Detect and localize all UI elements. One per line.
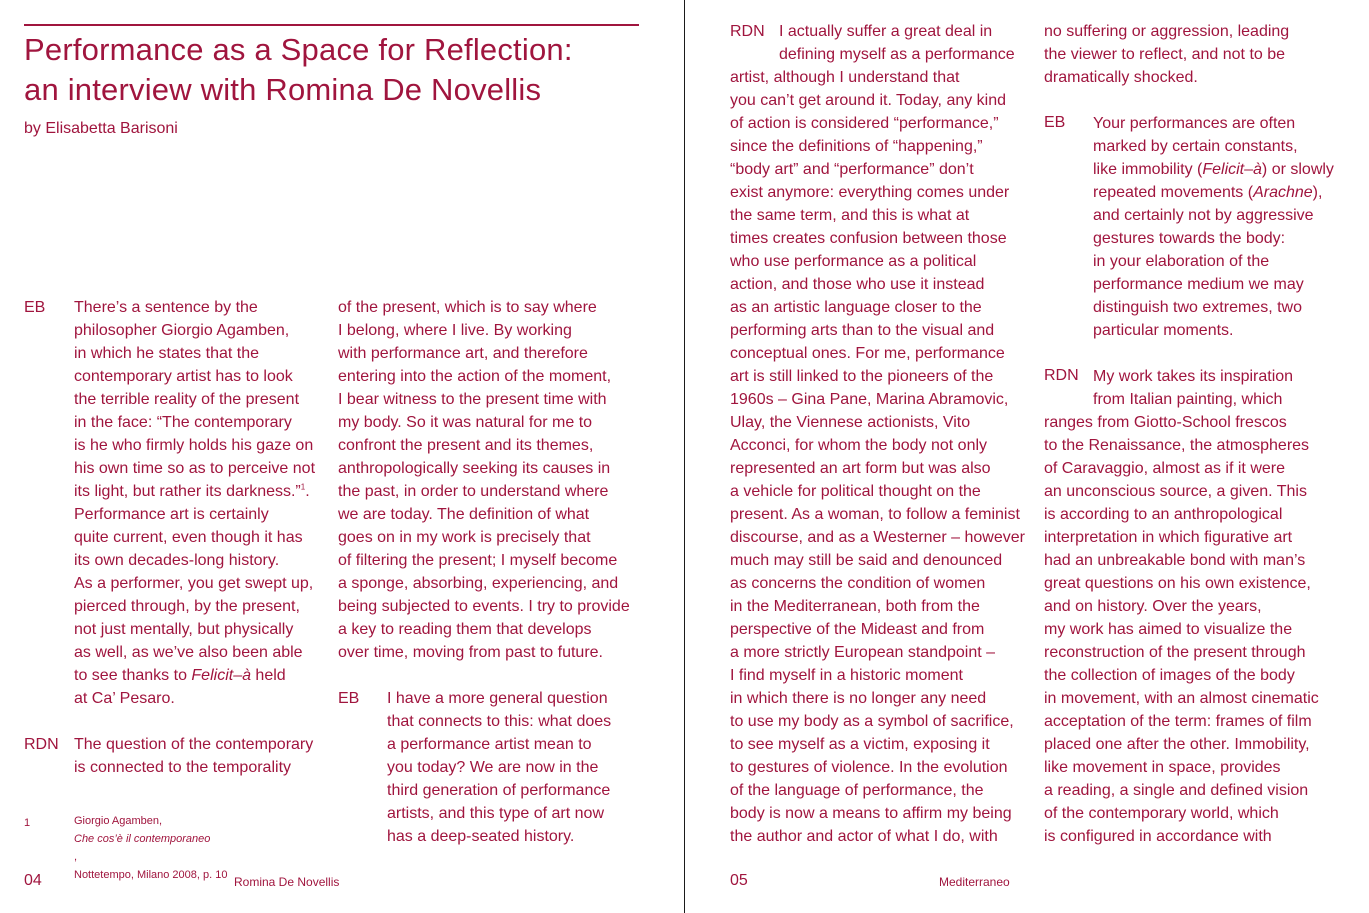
article-title (24, 30, 644, 110)
text-line: reconstruction of the present through (1044, 644, 1306, 661)
text-line: Performance art is certainly (74, 506, 269, 523)
text-line: contemporary artist has to look (74, 368, 293, 385)
running-head: Mediterraneo (939, 875, 1010, 889)
text-line: has a deep-seated history. (387, 828, 575, 845)
text-line: placed one after the other. Immobility, (1044, 736, 1310, 753)
text-line: you can’t get around it. Today, any kind (730, 92, 1007, 109)
text-line: its light, but rather its darkness.”$^1$. (74, 482, 310, 500)
text-line: artists, and this type of art now (387, 805, 604, 822)
left-page (0, 0, 684, 913)
text-line: like movement in space, provides (1044, 759, 1281, 776)
text-line: entering into the action of the moment, (338, 368, 612, 385)
page-number: 05 (730, 872, 748, 889)
text-line: dramatically shocked. (1044, 69, 1198, 86)
right-column-2 (1044, 20, 1334, 848)
text-line: and certainly not by aggressive (1093, 207, 1314, 224)
footnote-number: 1 (24, 817, 31, 829)
spread-gutter-line (684, 0, 685, 913)
text-line: to see myself as a victim, exposing it (730, 736, 990, 753)
text-line (1044, 158, 1334, 181)
text-line: of Caravaggio, almost as if it were (1044, 460, 1285, 477)
text-line: in the face: “The contemporary (74, 414, 292, 431)
text-line: art is still linked to the pioneers of the (730, 368, 994, 385)
footnote-line: Nottetempo, Milano 2008, p. 10 (74, 869, 228, 881)
text-line: at Ca’ Pesaro. (74, 690, 175, 707)
text-line: perspective of the Mideast and from (730, 621, 985, 638)
text-line: my work has aimed to visualize the (1044, 621, 1293, 638)
text-line: My work takes its inspiration (1093, 368, 1294, 385)
text-line: in movement, with an almost cinematic (1044, 690, 1319, 707)
blank-line (1044, 89, 1334, 112)
text-line: body is now a means to affirm my being (730, 805, 1012, 822)
footnote-book-title: Che cos’è il contemporaneo (74, 833, 211, 845)
text-line: the author and actor of what I do, with (730, 828, 998, 845)
left-column-2 (338, 296, 630, 848)
text-line: the viewer to reflect, and not to be (1044, 46, 1286, 63)
text-fragment: repeated movements ( (1093, 184, 1254, 201)
title-rule (24, 24, 639, 26)
text-line: present. As a woman, to follow a feminist (730, 506, 1020, 523)
blank-line (338, 664, 630, 687)
text-line: of action is considered “performance,” (730, 115, 999, 132)
text-line (74, 664, 315, 687)
text-line: 1960s – Gina Pane, Marina Abramovic, (730, 391, 1009, 408)
text-line: as an artistic language closer to the (730, 299, 982, 316)
text-line: of the present, which is to say where (338, 299, 597, 316)
speaker-label: EB (338, 690, 360, 707)
text-line: I belong, where I live. By working (338, 322, 572, 339)
text-line: of the contemporary world, which (1044, 805, 1279, 822)
right-column-1 (730, 20, 1025, 848)
blank-line (1044, 342, 1334, 365)
footnote-reference: 1 (300, 482, 306, 492)
text-line: is configured in accordance with (1044, 828, 1272, 845)
speaker-label: RDN (1044, 367, 1079, 384)
text-line: a sponge, absorbing, experiencing, and (338, 575, 619, 592)
title-line: Performance as a Space for Reflection: (24, 32, 573, 67)
footnote-author: Giorgio Agamben, (74, 815, 163, 827)
text-line: Ulay, the Viennese actionists, Vito (730, 414, 971, 431)
speaker-label: RDN (730, 23, 765, 40)
quote-end: its light, but rather its darkness.” (74, 483, 301, 500)
text-line: performance medium we may (1093, 276, 1304, 293)
text-fragment: ) or slowly (1261, 161, 1334, 178)
text-fragment: ), (1312, 184, 1323, 201)
text-line: performing arts than to the visual and (730, 322, 995, 339)
text-line: to gestures of violence. In the evolution (730, 759, 1008, 776)
text-line: over time, moving from past to future. (338, 644, 603, 661)
text-fragment: to see thanks to (74, 667, 192, 684)
speaker-label: EB (24, 299, 46, 316)
text-line: As a performer, you get swept up, (74, 575, 314, 592)
text-line: the terrible reality of the present (74, 391, 300, 408)
text-line: a reading, a single and defined vision (1044, 782, 1309, 799)
text-line: from Italian painting, which (1093, 391, 1283, 408)
text-line: represented an art form but was also (730, 460, 991, 477)
text-line: times creates confusion between those (730, 230, 1007, 247)
byline: by Elisabetta Barisoni (24, 120, 178, 137)
text-line: that connects to this: what does (387, 713, 612, 730)
text-line (1044, 181, 1334, 204)
text-line: not just mentally, but physically (74, 621, 294, 638)
footnote-line (74, 812, 344, 866)
running-head: Romina De Novellis (234, 875, 340, 889)
text-line: a more strictly European standpoint – (730, 644, 996, 661)
text-line: to the Renaissance, the atmospheres (1044, 437, 1310, 454)
text-line: artist, although I understand that (730, 69, 960, 86)
text-line: I have a more general question (387, 690, 608, 707)
text-line: gestures towards the body: (1093, 230, 1286, 247)
speaker-label: RDN (24, 736, 59, 753)
text-line: in which he states that the (74, 345, 259, 362)
text-line: The question of the contemporary (74, 736, 314, 753)
text-line: defining myself as a performance (779, 46, 1015, 63)
text-line: action, and those who use it instead (730, 276, 985, 293)
text-fragment: held (250, 667, 286, 684)
text-line: since the definitions of “happening,” (730, 138, 983, 155)
page-number: 04 (24, 872, 42, 889)
text-line: marked by certain constants, (1093, 138, 1298, 155)
text-line: I find myself in a historic moment (730, 667, 963, 684)
text-line: you today? We are now in the (387, 759, 599, 776)
text-line: anthropologically seeking its causes in (338, 460, 611, 477)
text-line: discourse, and as a Westerner – however (730, 529, 1025, 546)
text-line: with performance art, and therefore (338, 345, 588, 362)
text-line: is according to an anthropological (1044, 506, 1283, 523)
text-line: the collection of images of the body (1044, 667, 1295, 684)
text-line: being subjected to events. I try to provide (338, 598, 630, 615)
text-line: my body. So it was natural for me to (338, 414, 593, 431)
text-line: is connected to the temporality (74, 759, 292, 776)
text-line: a performance artist mean to (387, 736, 592, 753)
text-line: in your elaboration of the (1093, 253, 1270, 270)
text-line: quite current, even though it has (74, 529, 303, 546)
text-line: and on history. Over the years, (1044, 598, 1262, 615)
work-title: Felicit–à (191, 667, 251, 684)
text-line: had an unbreakable bond with man’s (1044, 552, 1306, 569)
text-line: the past, in order to understand where (338, 483, 609, 500)
text-line: to use my body as a symbol of sacrifice, (730, 713, 1014, 730)
work-title: Arachne (1253, 184, 1313, 201)
text-line: goes on in my work is precisely that (338, 529, 591, 546)
left-column-1 (74, 296, 315, 779)
text-line: philosopher Giorgio Agamben, (74, 322, 290, 339)
text-line: exist anymore: everything comes under (730, 184, 1010, 201)
text-line: as well, as we’ve also been able (74, 644, 303, 661)
text-fragment: , (74, 851, 78, 863)
text-line: great questions on his own existence, (1044, 575, 1311, 592)
blank-line (74, 710, 315, 733)
text-line: much may still be said and denounced (730, 552, 1003, 569)
text-line: his own time so as to perceive not (74, 460, 316, 477)
text-line: a key to reading them that develops (338, 621, 592, 638)
text-line: as concerns the condition of women (730, 575, 986, 592)
text-fragment: like immobility ( (1093, 161, 1203, 178)
text-line: who use performance as a political (730, 253, 977, 270)
text-line: an unconscious source, a given. This (1044, 483, 1307, 500)
text-line: of filtering the present; I myself become (338, 552, 618, 569)
text-line: the same term, and this is what at (730, 207, 970, 224)
text-line: confront the present and its themes, (338, 437, 594, 454)
text-line: I actually suffer a great deal in (779, 23, 993, 40)
text-line: is he who firmly holds his gaze on (74, 437, 314, 454)
right-page (686, 0, 1369, 913)
text-line: distinguish two extremes, two (1093, 299, 1302, 316)
text-line: its own decades-long history. (74, 552, 280, 569)
work-title: Felicit–à (1202, 161, 1262, 178)
text-line: we are today. The definition of what (338, 506, 590, 523)
text-line: Acconci, for whom the body not only (730, 437, 988, 454)
text-line: particular moments. (1093, 322, 1234, 339)
text-line: There’s a sentence by the (74, 299, 258, 316)
text-line: ranges from Giotto-School frescos (1044, 414, 1287, 431)
title-line: an interview with Romina De Novellis (24, 72, 542, 107)
text-line: a vehicle for political thought on the (730, 483, 981, 500)
speaker-label: EB (1044, 114, 1066, 131)
text-line: interpretation in which figurative art (1044, 529, 1293, 546)
text-line: I bear witness to the present time with (338, 391, 607, 408)
text-line: of the language of performance, the (730, 782, 984, 799)
text-line: third generation of performance (387, 782, 611, 799)
text-line: in which there is no longer any need (730, 690, 987, 707)
text-line: conceptual ones. For me, performance (730, 345, 1005, 362)
text-line: “body art” and “performance” don’t (730, 161, 974, 178)
text-line: pierced through, by the present, (74, 598, 300, 615)
text-line: no suffering or aggression, leading (1044, 23, 1290, 40)
text-line: Your performances are often (1093, 115, 1296, 132)
text-line: acceptation of the term: frames of film (1044, 713, 1312, 730)
text-line: in the Mediterranean, both from the (730, 598, 980, 615)
